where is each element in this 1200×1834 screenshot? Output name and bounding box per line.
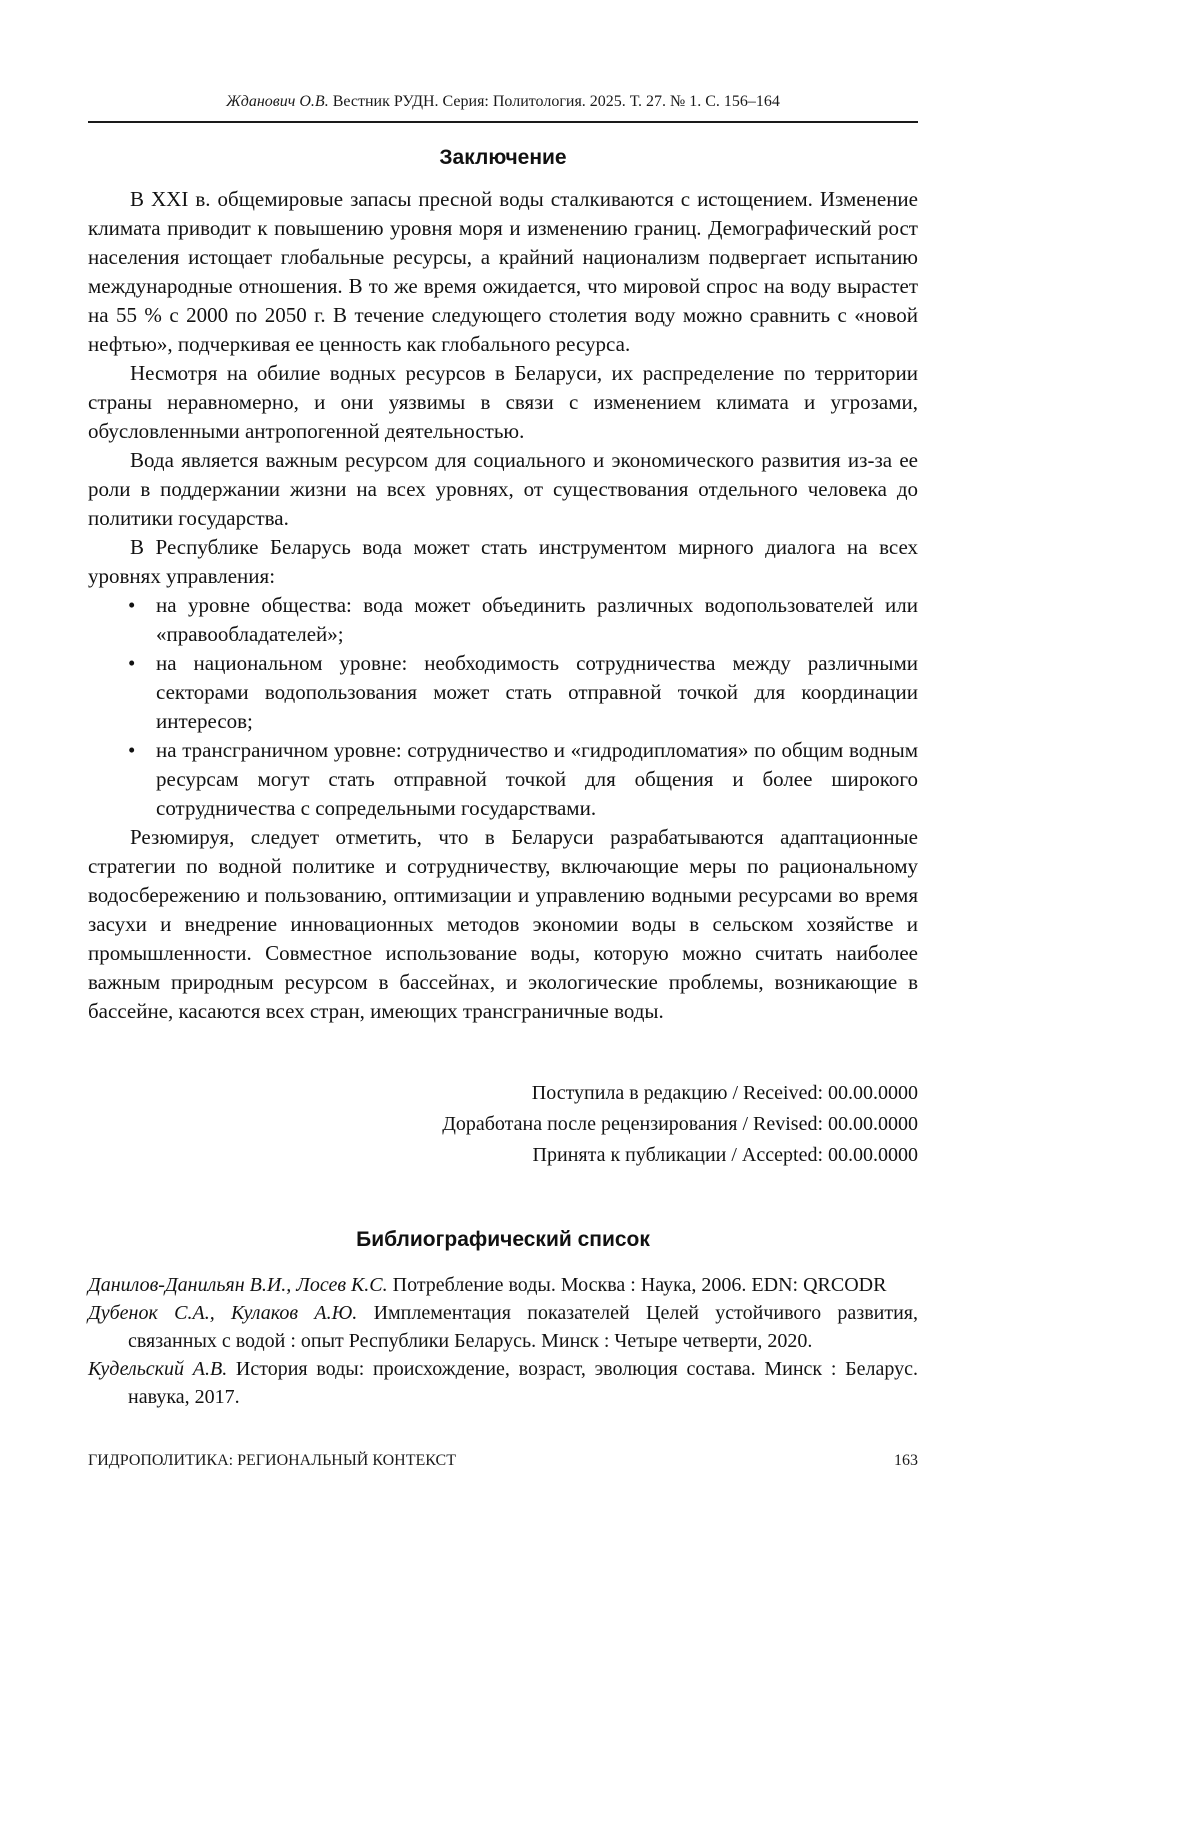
list-item-text: на национальном уровне: необходимость сотрудничества между различными секторами водопользования может стать отправной точкой для координации интересов; <box>156 651 918 733</box>
header-rule <box>88 121 918 123</box>
paragraph: Несмотря на обилие водных ресурсов в Беларуси, их распределение по территории страны неравномерно, и они уязвимы в связи с изменением климата и угрозами, обусловленными антропогенной деятельностью. <box>88 361 918 443</box>
paragraph: В Республике Беларусь вода может стать инструментом мирного диалога на всех уровнях управления: <box>88 535 918 588</box>
bullet-list <box>88 591 918 823</box>
running-header-author: Жданович О.В. <box>226 93 329 110</box>
reference-authors: Данилов-Данильян В.И., Лосев К.С. <box>88 1274 388 1296</box>
date-line-revised: Доработана после рецензирования / Revised: 00.00.0000 <box>442 1113 918 1135</box>
section-heading-conclusion: Заключение <box>439 146 567 169</box>
dates-block <box>88 1078 918 1171</box>
list-item <box>88 649 918 736</box>
paragraph: В XXI в. общемировые запасы пресной воды сталкиваются с истощением. Изменение климата приводит к повышению уровня моря и изменению границ. Демографический рост населения истощает глобальные ресурсы, а крайний национализм подвергает испытанию международные отношения. В то же время ожидается, что мировой спрос на воду вырастет на 55 % с 2000 по 2050 г. В течение следующего столетия воду можно сравнить с «новой нефтью», подчеркивая ее ценность как глобального ресурса. <box>88 187 918 356</box>
reference-text: История воды: происхождение, возраст, эволюция состава. Минск : Беларус. навука, 2017. <box>128 1358 918 1408</box>
date-line-received: Поступила в редакцию / Received: 00.00.0000 <box>531 1082 918 1104</box>
page-footer <box>88 1452 918 1470</box>
list-item-text: на уровне общества: вода может объединить различных водопользователей или «правообладателей»; <box>156 593 918 646</box>
reference-text: Имплементация показателей Целей устойчивого развития, связанных с водой : опыт Республики Беларусь. Минск : Четыре четверти, 2020. <box>128 1302 919 1352</box>
reference-item <box>88 1299 918 1355</box>
page-number: 163 <box>894 1452 918 1469</box>
bullet-icon: • <box>128 738 136 762</box>
running-header <box>88 0 918 123</box>
reference-authors: Дубенок С.А., Кулаков А.Ю. <box>88 1302 358 1324</box>
reference-list <box>88 1271 918 1411</box>
running-header-journal: Вестник РУДН. Серия: Политология. 2025. Т. 27. № 1. С. 156–164 <box>328 93 780 110</box>
reference-item <box>88 1355 918 1411</box>
bullet-icon: • <box>128 651 136 675</box>
running-section-title: ГИДРОПОЛИТИКА: РЕГИОНАЛЬНЫЙ КОНТЕКСТ <box>88 1452 456 1469</box>
conclusion-body <box>88 185 918 1026</box>
bullet-icon: • <box>128 593 136 617</box>
list-item <box>88 736 918 823</box>
reference-authors: Кудельский А.В. <box>88 1358 228 1380</box>
page-content <box>88 0 918 1411</box>
paragraph: Вода является важным ресурсом для социального и экономического развития из-за ее роли в поддержании жизни на всех уровнях, от существования отдельного человека до политики государства. <box>88 448 918 530</box>
paragraph: Резюмируя, следует отметить, что в Беларуси разрабатываются адаптационные стратегии по водной политике и сотрудничеству, включающие меры по рациональному водосбережению и пользованию, оптимизации и управлению водными ресурсами во время засухи и внедрение инновационных методов экономии воды в сельском хозяйстве и промышленности. Совместное использование воды, которую можно считать наиболее важным природным ресурсом в бассейнах, и экологические проблемы, возникающие в бассейне, касаются всех стран, имеющих трансграничные воды. <box>88 825 918 1023</box>
section-heading-bibliography: Библиографический список <box>356 1228 650 1251</box>
list-item-text: на трансграничном уровне: сотрудничество и «гидродипломатия» по общим водным ресурсам могут стать отправной точкой для общения и более широкого сотрудничества с сопредельными государствами. <box>156 738 918 820</box>
list-item <box>88 591 918 649</box>
reference-text: Потребление воды. Москва : Наука, 2006. EDN: QRCODR <box>387 1274 887 1296</box>
reference-item <box>88 1271 918 1299</box>
date-line-accepted: Принята к публикации / Accepted: 00.00.0000 <box>532 1144 918 1166</box>
